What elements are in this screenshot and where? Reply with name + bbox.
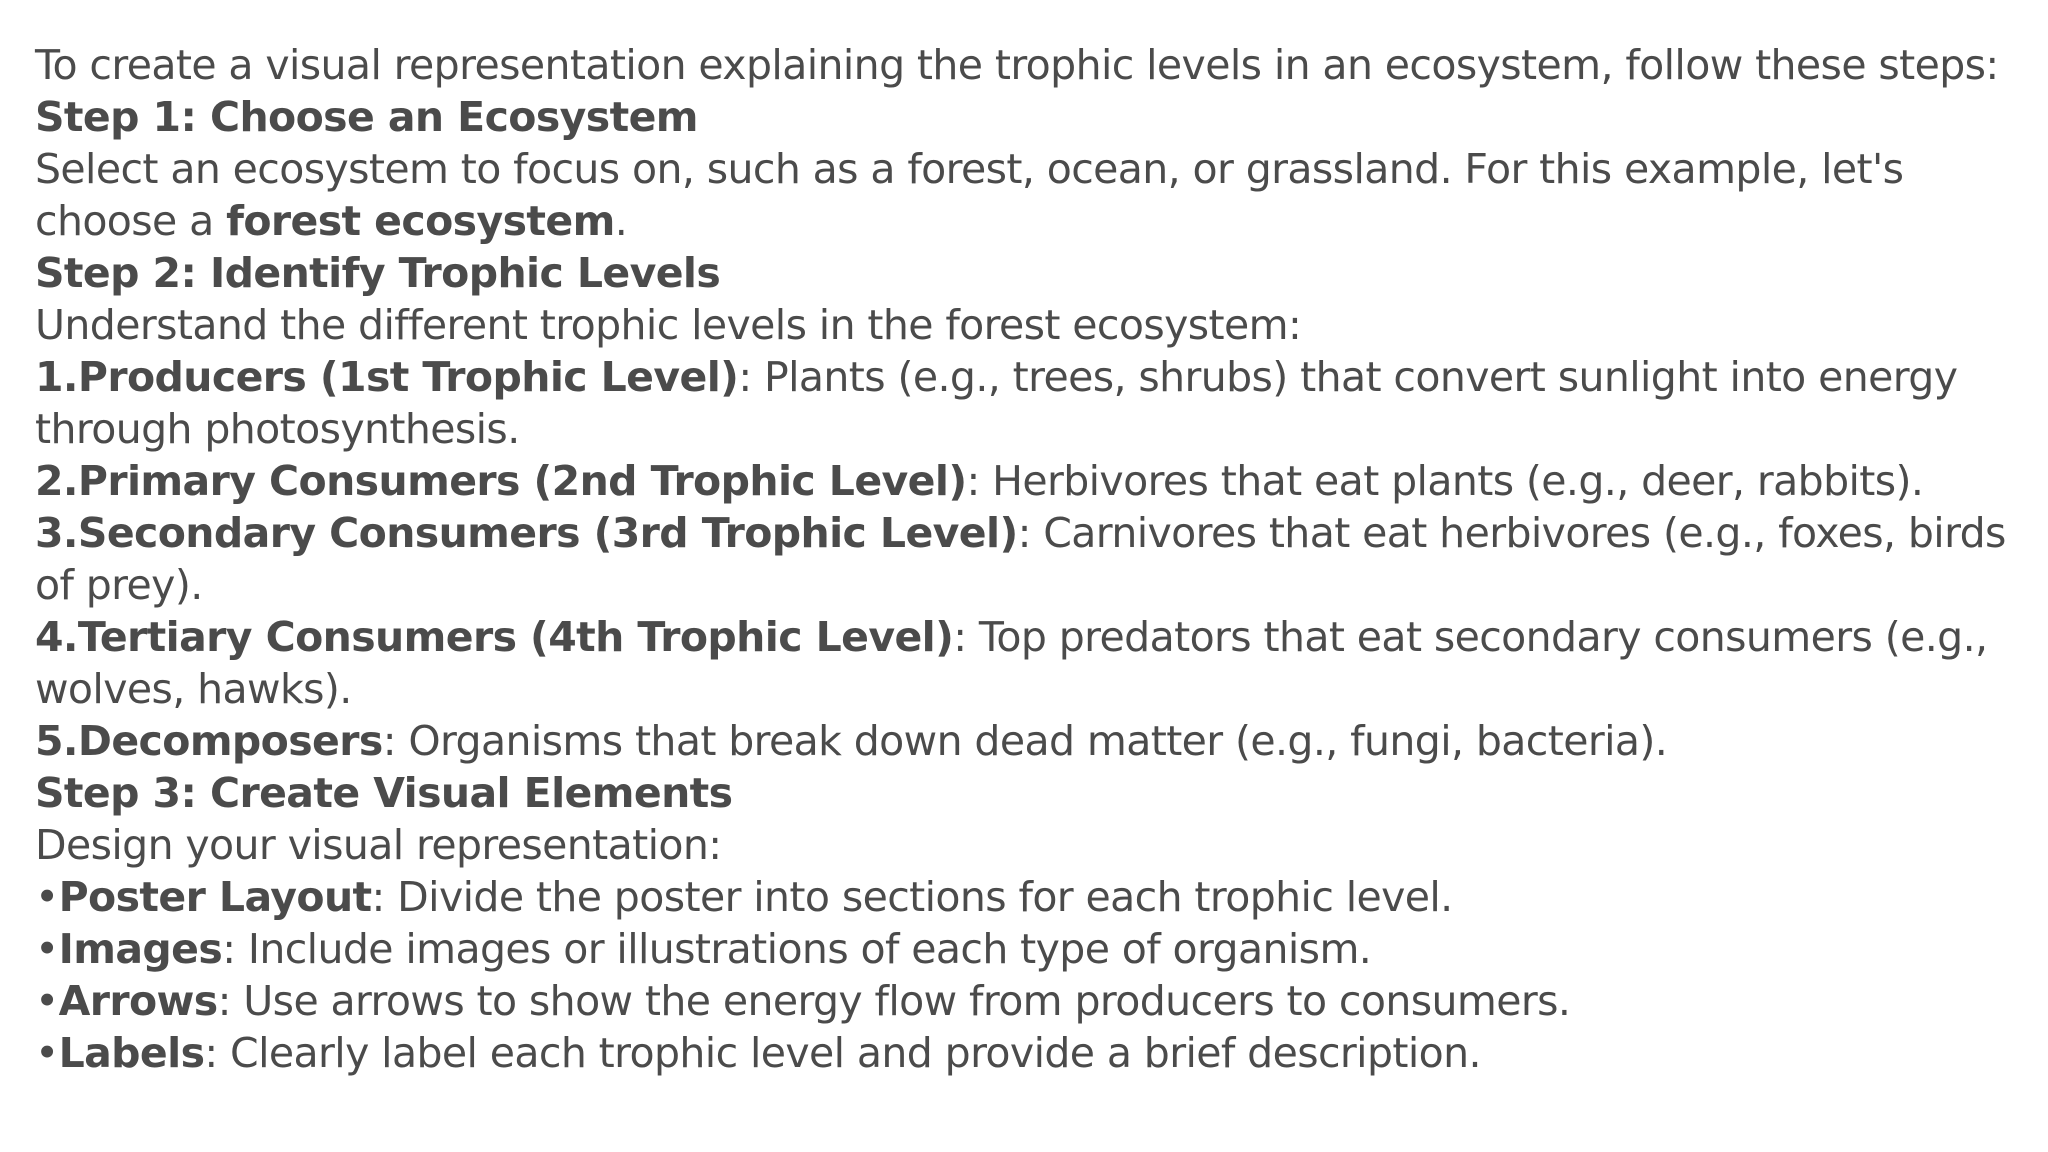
list-item-term: 1.Producers (1st Trophic Level): [35, 353, 739, 401]
step1-text-before: Select an ecosystem to focus on, such as a forest, ocean, or grassland. For this example, let's choose a: [35, 145, 1904, 245]
list-item-term: 4.Tertiary Consumers (4th Trophic Level): [35, 613, 954, 661]
bullet-icon: •: [35, 925, 59, 973]
step2-intro: Understand the different trophic levels in the forest ecosystem:: [35, 301, 1302, 349]
step3-heading: Step 3: Create Visual Elements: [35, 769, 733, 817]
list-item-term: 3.Secondary Consumers (3rd Trophic Level): [35, 509, 1018, 557]
bullet-item-term: Poster Layout: [58, 873, 372, 921]
step2-heading: Step 2: Identify Trophic Levels: [35, 249, 721, 297]
list-item-text: : Carnivores that eat herbivores (e.g., foxes, birds of prey).: [35, 509, 2006, 609]
bullet-item: [35, 975, 2025, 1027]
list-item-text: : Top predators that eat secondary consumers (e.g., wolves, hawks).: [35, 613, 1988, 713]
list-item-text: : Herbivores that eat plants (e.g., deer, rabbits).: [966, 457, 1924, 505]
bullet-item: [35, 923, 2025, 975]
bullet-item-term: Arrows: [58, 977, 218, 1025]
list-item-text: : Plants (e.g., trees, shrubs) that convert sunlight into energy through photosynthesis.: [35, 353, 1958, 453]
list-item: [35, 507, 2025, 611]
step1-bold-term: forest ecosystem: [226, 197, 615, 245]
step1-text: [35, 143, 2025, 247]
bullet-item-text: : Include images or illustrations of each type of organism.: [222, 925, 1372, 973]
list-item-term: 5.Decomposers: [35, 717, 383, 765]
list-item-text: : Organisms that break down dead matter (e.g., fungi, bacteria).: [382, 717, 1668, 765]
intro-text: To create a visual representation explaining the trophic levels in an ecosystem, follow these steps:: [35, 41, 1999, 89]
bullet-item-term: Labels: [58, 1029, 205, 1077]
bullet-item-text: : Use arrows to show the energy flow from producers to consumers.: [217, 977, 1571, 1025]
step3-intro: Design your visual representation:: [35, 821, 722, 869]
bullet-icon: •: [35, 977, 59, 1025]
bullet-item-text: : Clearly label each trophic level and provide a brief description.: [204, 1029, 1481, 1077]
bullet-item-text: : Divide the poster into sections for each trophic level.: [371, 873, 1453, 921]
bullet-icon: •: [35, 1029, 59, 1077]
document-body: [35, 39, 2025, 1079]
bullet-item: [35, 1027, 2025, 1079]
list-item: [35, 351, 2025, 455]
list-item-term: 2.Primary Consumers (2nd Trophic Level): [35, 457, 967, 505]
bullet-icon: •: [35, 873, 59, 921]
step1-text-after: .: [614, 197, 628, 245]
list-item: [35, 455, 2025, 507]
bullet-item-term: Images: [58, 925, 223, 973]
list-item: [35, 611, 2025, 715]
bullet-item: [35, 871, 2025, 923]
list-item: [35, 715, 2025, 767]
step1-heading: Step 1: Choose an Ecosystem: [35, 93, 698, 141]
